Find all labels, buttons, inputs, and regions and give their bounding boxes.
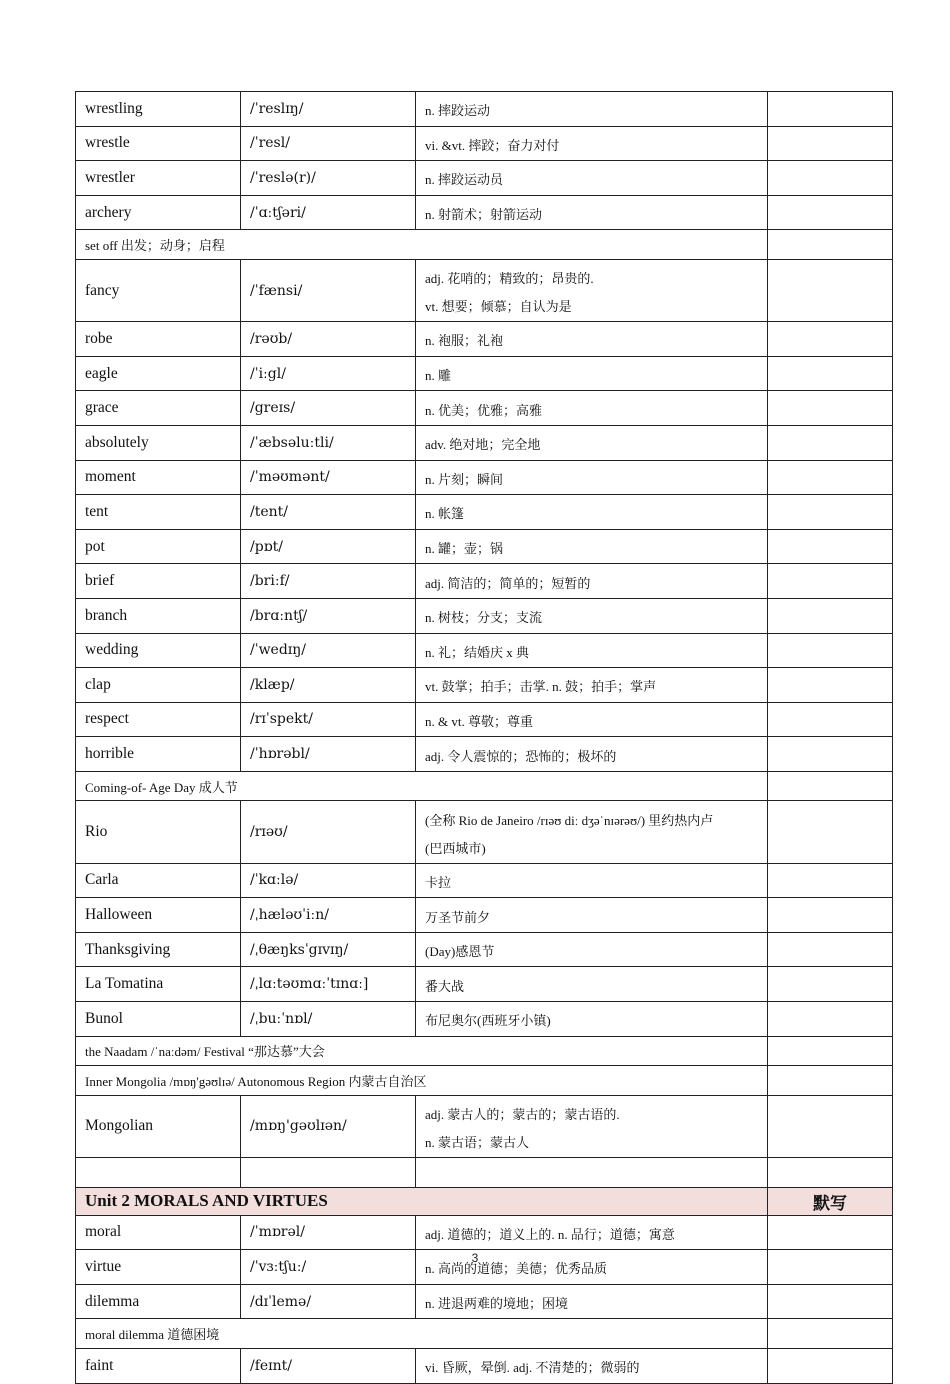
phonetic-cell: /mɒŋ'gəʊlɪən/ bbox=[241, 1095, 416, 1157]
phonetic-cell: /briːf/ bbox=[241, 564, 416, 599]
word-cell: moral bbox=[76, 1215, 241, 1250]
dictation-cell bbox=[768, 1066, 893, 1096]
dictation-cell bbox=[768, 702, 893, 737]
meaning-line: n. 帐篷 bbox=[425, 506, 465, 522]
word-row bbox=[76, 863, 893, 898]
meaning-line: 万圣节前夕 bbox=[425, 909, 491, 925]
phrase-row bbox=[76, 230, 893, 260]
word-row bbox=[76, 598, 893, 633]
phonetic-cell: /ˈvɜːtʃuː/ bbox=[241, 1250, 416, 1285]
word-row bbox=[76, 668, 893, 703]
word-cell: pot bbox=[76, 529, 241, 564]
meaning-line: n. 袍服；礼袍 bbox=[425, 333, 504, 349]
phonetic-cell: /rəʊb/ bbox=[241, 322, 416, 357]
meaning-line: n. 片刻；瞬间 bbox=[425, 471, 504, 487]
word-row bbox=[76, 195, 893, 230]
word-row bbox=[76, 633, 893, 668]
dictation-cell bbox=[768, 230, 893, 260]
phonetic-cell: /klæp/ bbox=[241, 668, 416, 703]
dictation-cell bbox=[768, 356, 893, 391]
meaning-line: n. 礼；结婚庆 x 典 bbox=[425, 644, 530, 660]
meaning-line: adj. 道德的；道义上的. n. 品行；道德；寓意 bbox=[425, 1226, 675, 1242]
phonetic-cell: /ˌlɑːtəʊmɑːˈtɪnɑː] bbox=[241, 967, 416, 1002]
phrase-cell: the Naadam /ˈnaːdəm/ Festival “那达慕”大会 bbox=[76, 1036, 768, 1066]
meaning-cell bbox=[416, 564, 768, 599]
word-row bbox=[76, 967, 893, 1002]
phonetic-cell: /ˈɑːtʃəri/ bbox=[241, 195, 416, 230]
meaning-cell bbox=[416, 161, 768, 196]
word-row bbox=[76, 529, 893, 564]
word-cell: virtue bbox=[76, 1250, 241, 1285]
word-cell: faint bbox=[76, 1348, 241, 1383]
phonetic-cell: /ˈmɒrəl/ bbox=[241, 1215, 416, 1250]
phonetic-cell: /ˌhæləʊˈiːn/ bbox=[241, 898, 416, 933]
meaning-line: vt. 鼓掌；拍手；击掌. n. 鼓；拍手；掌声 bbox=[425, 679, 657, 695]
meaning-line: (全称 Rio de Janeiro /rɪəʊ diː dʒəˈnɪərəʊ/) 里约热内卢 bbox=[425, 812, 714, 828]
meaning-cell bbox=[416, 1095, 768, 1157]
meaning-cell bbox=[416, 1348, 768, 1383]
phrase-cell: moral dilemma 道德困境 bbox=[76, 1319, 768, 1349]
phonetic-cell: /ˈresl/ bbox=[241, 126, 416, 161]
dictation-cell bbox=[768, 92, 893, 127]
phrase-row bbox=[76, 1066, 893, 1096]
meaning-line: vi. 昏厥，晕倒. adj. 不清楚的；微弱的 bbox=[425, 1360, 640, 1376]
unit-title: Unit 2 MORALS AND VIRTUES bbox=[76, 1187, 768, 1215]
dictation-cell bbox=[768, 863, 893, 898]
meaning-line: (巴西城市) bbox=[425, 840, 486, 856]
word-cell: wrestler bbox=[76, 161, 241, 196]
word-cell: clap bbox=[76, 668, 241, 703]
word-row bbox=[76, 1284, 893, 1319]
meaning-cell bbox=[416, 1284, 768, 1319]
word-row bbox=[76, 932, 893, 967]
phonetic-cell: /feɪnt/ bbox=[241, 1348, 416, 1383]
word-row bbox=[76, 391, 893, 426]
meaning-cell bbox=[416, 195, 768, 230]
dictation-cell bbox=[768, 633, 893, 668]
word-cell: grace bbox=[76, 391, 241, 426]
meaning-cell bbox=[416, 529, 768, 564]
empty-cell bbox=[241, 1158, 416, 1188]
phrase-cell: set off 出发；动身；启程 bbox=[76, 230, 768, 260]
dictation-cell bbox=[768, 598, 893, 633]
word-row bbox=[76, 92, 893, 127]
phrase-row bbox=[76, 771, 893, 801]
meaning-cell bbox=[416, 737, 768, 772]
meaning-line: 布尼奥尔(西班牙小镇) bbox=[425, 1013, 551, 1029]
meaning-line: n. 进退两难的境地；困境 bbox=[425, 1296, 569, 1312]
dictation-cell bbox=[768, 195, 893, 230]
meaning-line: n. 摔跤运动员 bbox=[425, 172, 504, 188]
phonetic-cell: /ˈkɑːlə/ bbox=[241, 863, 416, 898]
meaning-cell bbox=[416, 425, 768, 460]
phonetic-cell: /greɪs/ bbox=[241, 391, 416, 426]
phonetic-cell: /ˌbuːˈnɒl/ bbox=[241, 1002, 416, 1037]
word-row bbox=[76, 161, 893, 196]
dictation-cell bbox=[768, 1348, 893, 1383]
phrase-cell: Coming-of- Age Day 成人节 bbox=[76, 771, 768, 801]
dictation-header: 默写 bbox=[768, 1187, 893, 1215]
dictation-cell bbox=[768, 898, 893, 933]
meaning-cell bbox=[416, 633, 768, 668]
meaning-cell bbox=[416, 1002, 768, 1037]
meaning-cell bbox=[416, 598, 768, 633]
dictation-cell bbox=[768, 932, 893, 967]
phonetic-cell: /ˈæbsəluːtli/ bbox=[241, 425, 416, 460]
meaning-line: n. 优美；优雅；高雅 bbox=[425, 402, 543, 418]
word-cell: eagle bbox=[76, 356, 241, 391]
dictation-cell bbox=[768, 801, 893, 863]
meaning-cell bbox=[416, 1215, 768, 1250]
word-row bbox=[76, 259, 893, 321]
word-cell: Rio bbox=[76, 801, 241, 863]
meaning-line: adj. 花哨的；精致的；昂贵的. bbox=[425, 271, 594, 287]
meaning-cell bbox=[416, 391, 768, 426]
word-cell: Bunol bbox=[76, 1002, 241, 1037]
word-cell: wedding bbox=[76, 633, 241, 668]
word-row bbox=[76, 564, 893, 599]
dictation-cell bbox=[768, 1036, 893, 1066]
meaning-line: adj. 简洁的；简单的；短暂的 bbox=[425, 575, 591, 591]
meaning-line: 番大战 bbox=[425, 978, 465, 994]
meaning-line: n. 摔跤运动 bbox=[425, 103, 491, 119]
dictation-cell bbox=[768, 1002, 893, 1037]
meaning-cell bbox=[416, 126, 768, 161]
word-cell: moment bbox=[76, 460, 241, 495]
meaning-cell bbox=[416, 898, 768, 933]
meaning-line: n. & vt. 尊敬；尊重 bbox=[425, 713, 533, 729]
dictation-cell bbox=[768, 1319, 893, 1349]
word-row bbox=[76, 702, 893, 737]
word-row bbox=[76, 460, 893, 495]
phonetic-cell: /rɪəʊ/ bbox=[241, 801, 416, 863]
meaning-line: adv. 绝对地；完全地 bbox=[425, 437, 541, 453]
word-cell: horrible bbox=[76, 737, 241, 772]
word-cell: dilemma bbox=[76, 1284, 241, 1319]
meaning-line: vi. &vt. 摔跤；奋力对付 bbox=[425, 137, 560, 153]
dictation-cell bbox=[768, 1215, 893, 1250]
empty-cell bbox=[416, 1158, 768, 1188]
word-row bbox=[76, 126, 893, 161]
meaning-cell bbox=[416, 863, 768, 898]
phonetic-cell: /pɒt/ bbox=[241, 529, 416, 564]
phonetic-cell: /rɪˈspekt/ bbox=[241, 702, 416, 737]
meaning-cell bbox=[416, 92, 768, 127]
word-cell: wrestling bbox=[76, 92, 241, 127]
meaning-cell bbox=[416, 460, 768, 495]
dictation-cell bbox=[768, 161, 893, 196]
meaning-line: n. 雕 bbox=[425, 368, 452, 384]
dictation-cell bbox=[768, 1095, 893, 1157]
word-cell: fancy bbox=[76, 259, 241, 321]
word-row bbox=[76, 1348, 893, 1383]
dictation-cell bbox=[768, 425, 893, 460]
empty-row bbox=[76, 1158, 893, 1188]
dictation-cell bbox=[768, 529, 893, 564]
meaning-cell bbox=[416, 259, 768, 321]
meaning-line: n. 罐；壶；锅 bbox=[425, 541, 504, 557]
meaning-cell bbox=[416, 967, 768, 1002]
meaning-line: n. 射箭术；射箭运动 bbox=[425, 207, 543, 223]
dictation-cell bbox=[768, 391, 893, 426]
word-row bbox=[76, 801, 893, 863]
meaning-cell bbox=[416, 801, 768, 863]
word-cell: branch bbox=[76, 598, 241, 633]
word-cell: Mongolian bbox=[76, 1095, 241, 1157]
meaning-line: adj. 蒙古人的；蒙古的；蒙古语的. bbox=[425, 1106, 620, 1122]
word-cell: Thanksgiving bbox=[76, 932, 241, 967]
word-row bbox=[76, 1002, 893, 1037]
empty-cell bbox=[768, 1158, 893, 1188]
word-cell: robe bbox=[76, 322, 241, 357]
page-number: 3 bbox=[471, 1251, 479, 1265]
phrase-row bbox=[76, 1036, 893, 1066]
word-cell: absolutely bbox=[76, 425, 241, 460]
word-cell: tent bbox=[76, 495, 241, 530]
meaning-cell bbox=[416, 702, 768, 737]
dictation-cell bbox=[768, 259, 893, 321]
word-row bbox=[76, 898, 893, 933]
phonetic-cell: /ˈməʊmənt/ bbox=[241, 460, 416, 495]
word-row bbox=[76, 1215, 893, 1250]
word-row bbox=[76, 356, 893, 391]
dictation-cell bbox=[768, 564, 893, 599]
word-cell: archery bbox=[76, 195, 241, 230]
meaning-cell bbox=[416, 668, 768, 703]
meaning-line: vt. 想要；倾慕；自认为是 bbox=[425, 299, 572, 315]
meaning-cell bbox=[416, 356, 768, 391]
vocabulary-table bbox=[75, 91, 893, 1384]
phonetic-cell: /dɪˈlemə/ bbox=[241, 1284, 416, 1319]
phonetic-cell: /ˈreslə(r)/ bbox=[241, 161, 416, 196]
dictation-cell bbox=[768, 495, 893, 530]
meaning-line: n. 蒙古语；蒙古人 bbox=[425, 1134, 530, 1150]
meaning-line: n. 树枝；分支；支流 bbox=[425, 610, 543, 626]
meaning-cell bbox=[416, 932, 768, 967]
phonetic-cell: /ˈiːgl/ bbox=[241, 356, 416, 391]
dictation-cell bbox=[768, 737, 893, 772]
dictation-cell bbox=[768, 322, 893, 357]
phonetic-cell: /tent/ bbox=[241, 495, 416, 530]
dictation-cell bbox=[768, 771, 893, 801]
phonetic-cell: /ˈwedɪŋ/ bbox=[241, 633, 416, 668]
phrase-cell: Inner Mongolia /mɒŋ'gəʊlɪə/ Autonomous Region 内蒙古自治区 bbox=[76, 1066, 768, 1096]
dictation-cell bbox=[768, 1284, 893, 1319]
empty-cell bbox=[76, 1158, 241, 1188]
meaning-line: n. 高尚的道德；美德；优秀品质 bbox=[425, 1261, 608, 1277]
word-cell: La Tomatina bbox=[76, 967, 241, 1002]
phonetic-cell: /ˈhɒrəbl/ bbox=[241, 737, 416, 772]
word-row bbox=[76, 1095, 893, 1157]
word-row bbox=[76, 322, 893, 357]
meaning-cell bbox=[416, 322, 768, 357]
phrase-row bbox=[76, 1319, 893, 1349]
meaning-line: 卡拉 bbox=[425, 874, 452, 890]
phonetic-cell: /ˌθæŋksˈgɪvɪŋ/ bbox=[241, 932, 416, 967]
phonetic-cell: /brɑːntʃ/ bbox=[241, 598, 416, 633]
meaning-line: (Day)感恩节 bbox=[425, 944, 495, 960]
dictation-cell bbox=[768, 668, 893, 703]
word-row bbox=[76, 737, 893, 772]
word-cell: brief bbox=[76, 564, 241, 599]
word-row bbox=[76, 495, 893, 530]
phonetic-cell: /ˈreslɪŋ/ bbox=[241, 92, 416, 127]
meaning-line: adj. 令人震惊的；恐怖的；极坏的 bbox=[425, 748, 617, 764]
word-cell: respect bbox=[76, 702, 241, 737]
unit-header-row bbox=[76, 1187, 893, 1215]
dictation-cell bbox=[768, 967, 893, 1002]
word-cell: Halloween bbox=[76, 898, 241, 933]
phonetic-cell: /ˈfænsi/ bbox=[241, 259, 416, 321]
word-cell: wrestle bbox=[76, 126, 241, 161]
dictation-cell bbox=[768, 460, 893, 495]
vocabulary-table-body bbox=[76, 92, 893, 1384]
dictation-cell bbox=[768, 126, 893, 161]
word-row bbox=[76, 425, 893, 460]
word-cell: Carla bbox=[76, 863, 241, 898]
meaning-cell bbox=[416, 495, 768, 530]
